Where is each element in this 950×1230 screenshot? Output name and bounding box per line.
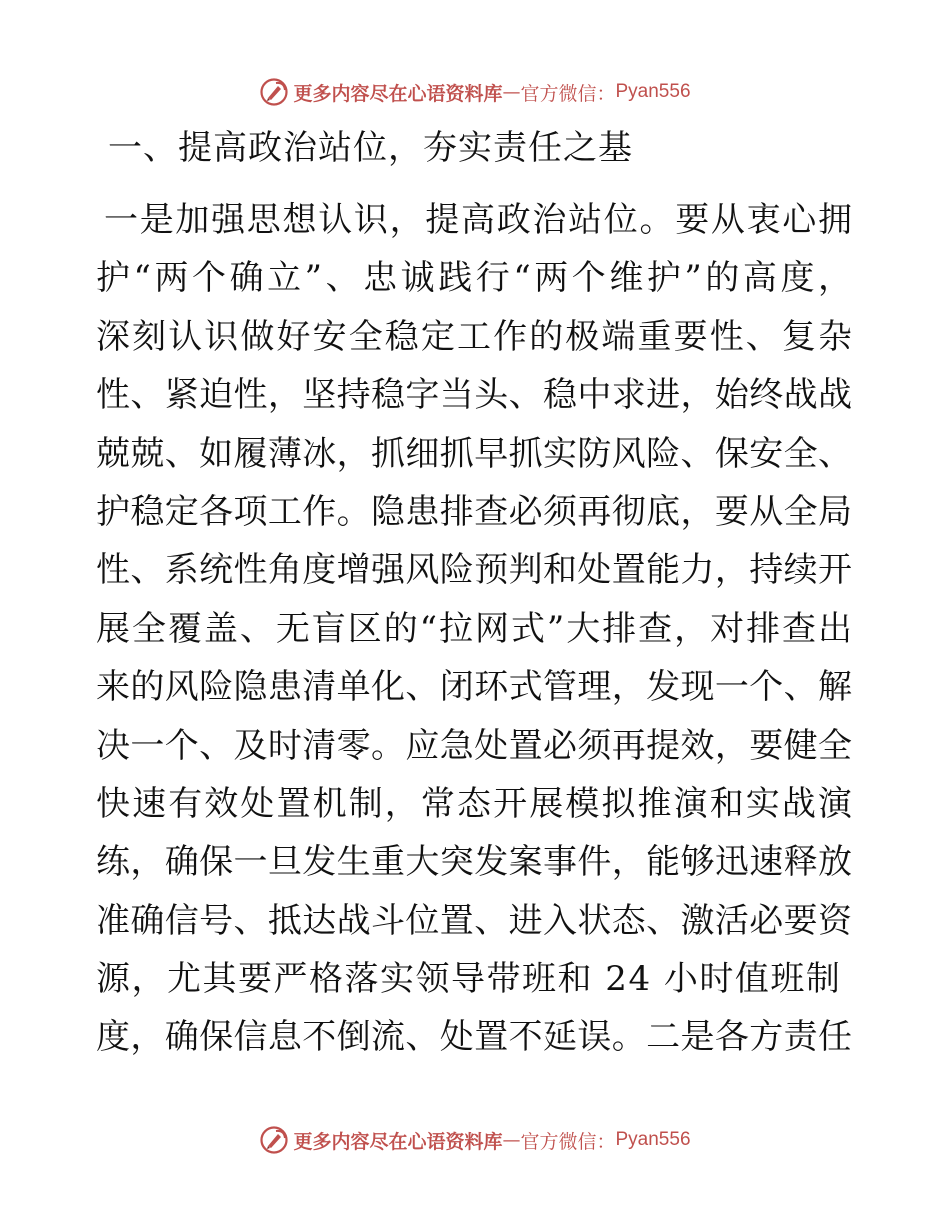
paragraph-line: 性、紧迫性，坚持稳字当头、稳中求进，始终战战 xyxy=(96,375,852,416)
paragraph-line: 展全覆盖、无盲区的“拉网式”大排查，对排查出 xyxy=(96,608,852,649)
official-wechat-label: 官方微信： xyxy=(520,1130,616,1153)
paragraph-line: 来的风险隐患清单化、闭环式管理，发现一个、解 xyxy=(96,667,852,708)
pen-logo-icon xyxy=(259,77,289,107)
paragraph-line: 护“两个确立”、忠诚践行“两个维护”的高度， xyxy=(96,258,852,299)
paragraph-line: 性、系统性角度增强风险预判和处置能力，持续开 xyxy=(96,550,852,591)
footer-watermark-banner xyxy=(0,1120,950,1160)
wechat-id: Pyan556 xyxy=(615,81,691,102)
paragraph-line: 度，确保信息不倒流、处置不延误。二是各方责任 xyxy=(96,1017,852,1058)
paragraph-line: 兢兢、如履薄冰，抓细抓早抓实防风险、保安全、 xyxy=(96,433,852,474)
banner-dash: — xyxy=(502,81,521,103)
header-watermark-banner xyxy=(0,72,950,112)
paragraph-line: 源，尤其要严格落实领导带班和 24 小时值班制 xyxy=(96,959,842,1000)
paragraph-line: 护稳定各项工作。隐患排查必须再彻底，要从全局 xyxy=(96,491,852,532)
paragraph-line: 快速有效处置机制，常态开展模拟推演和实战演 xyxy=(96,783,852,824)
banner-dash: — xyxy=(502,1129,521,1151)
paragraph-line: 决一个、及时清零。应急处置必须再提效，要健全 xyxy=(96,725,852,766)
brand-text: 更多内容尽在心语资料库 xyxy=(293,82,503,105)
paragraph-line: 准确信号、抵达战斗位置、进入状态、激活必要资 xyxy=(96,900,852,941)
paragraph-line: 练，确保一旦发生重大突发案事件，能够迅速释放 xyxy=(96,842,852,883)
wechat-id: Pyan556 xyxy=(615,1129,691,1150)
section-heading: 一、提高政治站位，夯实责任之基 xyxy=(108,128,633,168)
official-wechat-label: 官方微信： xyxy=(520,82,616,105)
paragraph-line: 一是加强思想认识，提高政治站位。要从衷心拥 xyxy=(104,200,852,240)
paragraph-line: 深刻认识做好安全稳定工作的极端重要性、复杂 xyxy=(96,316,852,357)
body-paragraph xyxy=(96,196,852,1072)
pen-logo-icon xyxy=(259,1125,289,1155)
brand-text: 更多内容尽在心语资料库 xyxy=(293,1130,503,1153)
